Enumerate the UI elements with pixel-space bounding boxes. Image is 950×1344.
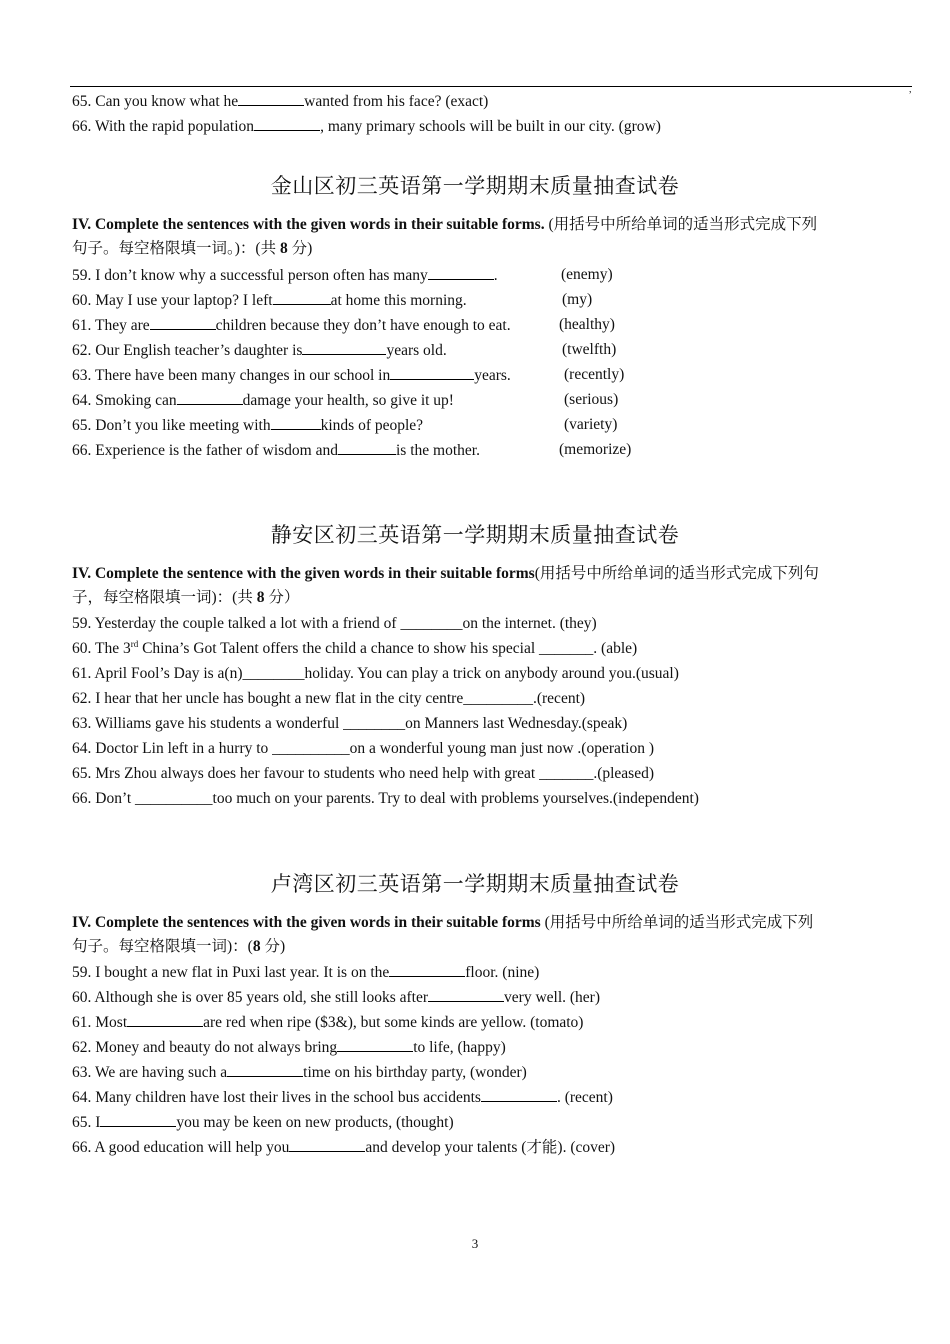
header-mark: , (909, 84, 912, 95)
answer-blank[interactable] (227, 1062, 303, 1077)
question-text: 65. Can you know what he (72, 93, 239, 110)
header-rule (70, 86, 912, 87)
jingan-question-62: 62. I hear that her uncle has bought a new flat in the city centre_________.(recent) (72, 690, 586, 707)
luwan-question-64: 64. Many children have lost their lives in the school bus accidents . (recent) (72, 1089, 613, 1106)
answer-blank[interactable] (150, 315, 216, 330)
question-text: wanted from his face? (exact) (304, 93, 489, 110)
luwan-question-62: 62. Money and beauty do not always bring to life, (happy) (72, 1039, 506, 1056)
jingan-question-61: 61. April Fool’s Day is a(n)________holiday. You can play a trick on anybody around you.(usual) (72, 665, 679, 682)
given-word: (variety) (564, 416, 618, 433)
answer-blank[interactable]: _________ (463, 690, 533, 707)
answer-blank[interactable] (127, 1012, 203, 1027)
answer-blank[interactable] (100, 1112, 176, 1127)
luwan-question-66: 66. A good education will help you and develop your talents (才能). (cover) (72, 1139, 616, 1156)
answer-blank[interactable] (481, 1087, 557, 1102)
page-number: 3 (471, 1236, 479, 1251)
section-instructions-jinshan: IV. Complete the sentences with the given words in their suitable forms. (用括号中所给单词的适当形式完成下列 句子。每空格限填一词。)：(共 8 分) (72, 216, 818, 257)
answer-blank[interactable]: __________ (272, 740, 350, 757)
jinshan-question-63: 63. There have been many changes in our school in years. (72, 367, 511, 384)
answer-blank[interactable] (254, 116, 320, 131)
jinshan-question-62: 62. Our English teacher’s daughter is years old. (72, 342, 447, 359)
answer-blank[interactable] (289, 1137, 365, 1152)
luwan-question-60: 60. Although she is over 85 years old, she still looks after very well. (her) (72, 989, 600, 1006)
given-word: (recently) (564, 366, 625, 383)
jinshan-question-60: 60. May I use your laptop? I left at home this morning. (72, 292, 467, 309)
jingan-question-59: 59. Yesterday the couple talked a lot with a friend of ________on the internet. (they) (72, 615, 597, 632)
answer-blank[interactable]: _______ (539, 765, 594, 782)
answer-blank[interactable]: ________ (400, 615, 463, 632)
given-word: (memorize) (559, 441, 632, 458)
section-instructions-luwan: IV. Complete the sentences with the given words in their suitable forms (用括号中所给单词的适当形式完成下列 句子。每空格限填一词)：(8 分) (72, 914, 814, 955)
answer-blank[interactable] (338, 440, 396, 455)
answer-blank[interactable] (273, 290, 331, 305)
answer-blank[interactable]: ________ (343, 715, 406, 732)
section-instructions-jingan: IV. Complete the sentence with the given words in their suitable forms(用括号中所给单词的适当形式完成下列句 子，每空格限填一词)：(共 8 分） (72, 565, 819, 606)
luwan-question-59: 59. I bought a new flat in Puxi last year. It is on the floor. (nine) (72, 964, 540, 981)
jingan-question-60: 60. The 3rd China’s Got Talent offers the child a chance to show his special _______. (able) (72, 638, 638, 657)
answer-blank[interactable]: __________ (135, 790, 213, 807)
luwan-question-61: 61. Most are red when ripe ($3&), but some kinds are yellow. (tomato) (72, 1014, 584, 1031)
jingan-question-65: 65. Mrs Zhou always does her favour to students who need help with great _______.(pleased) (72, 765, 654, 782)
section-title-jinshan: 金山区初三英语第一学期期末质量抽查试卷 (270, 174, 680, 198)
jinshan-question-65: 65. Don’t you like meeting with kinds of people? (72, 417, 424, 434)
section-title-jingan: 静安区初三英语第一学期期末质量抽查试卷 (270, 523, 680, 547)
question-65-top (72, 91, 488, 112)
jinshan-question-64: 64. Smoking can damage your health, so give it up! (72, 392, 454, 409)
answer-blank[interactable] (177, 390, 243, 405)
luwan-question-65: 65. I you may be keen on new products, (thought) (72, 1114, 454, 1131)
given-word: (healthy) (559, 316, 615, 333)
luwan-question-63: 63. We are having such a time on his birthday party, (wonder) (72, 1064, 527, 1081)
given-word: (my) (562, 291, 593, 308)
jingan-question-66: 66. Don’t __________too much on your parents. Try to deal with problems yourselves.(independent) (72, 790, 699, 807)
question-text: 66. With the rapid population (72, 118, 255, 135)
question-66-top (72, 116, 661, 137)
answer-blank[interactable] (337, 1037, 413, 1052)
jingan-question-63: 63. Williams gave his students a wonderful ________on Manners last Wednesday.(speak) (72, 715, 628, 732)
answer-blank[interactable]: ________ (242, 665, 305, 682)
answer-blank[interactable] (390, 365, 474, 380)
given-word: (twelfth) (562, 341, 617, 358)
jingan-question-64: 64. Doctor Lin left in a hurry to __________on a wonderful young man just now .(operation ) (72, 740, 655, 757)
answer-blank[interactable] (389, 962, 465, 977)
answer-blank[interactable] (428, 987, 504, 1002)
answer-blank[interactable] (428, 265, 494, 280)
answer-blank[interactable] (238, 91, 304, 106)
section-title-luwan: 卢湾区初三英语第一学期期末质量抽查试卷 (270, 872, 680, 896)
answer-blank[interactable] (302, 340, 386, 355)
given-word: (serious) (564, 391, 619, 408)
question-text: , many primary schools will be built in our city. (grow) (320, 118, 661, 135)
answer-blank[interactable] (271, 415, 321, 430)
jinshan-question-61: 61. They are children because they don’t have enough to eat. (72, 317, 511, 334)
given-word: (enemy) (561, 266, 613, 283)
answer-blank[interactable]: _______ (539, 640, 594, 657)
jinshan-question-59: 59. I don’t know why a successful person often has many . (72, 267, 498, 284)
jinshan-question-66: 66. Experience is the father of wisdom and is the mother. (72, 442, 480, 459)
